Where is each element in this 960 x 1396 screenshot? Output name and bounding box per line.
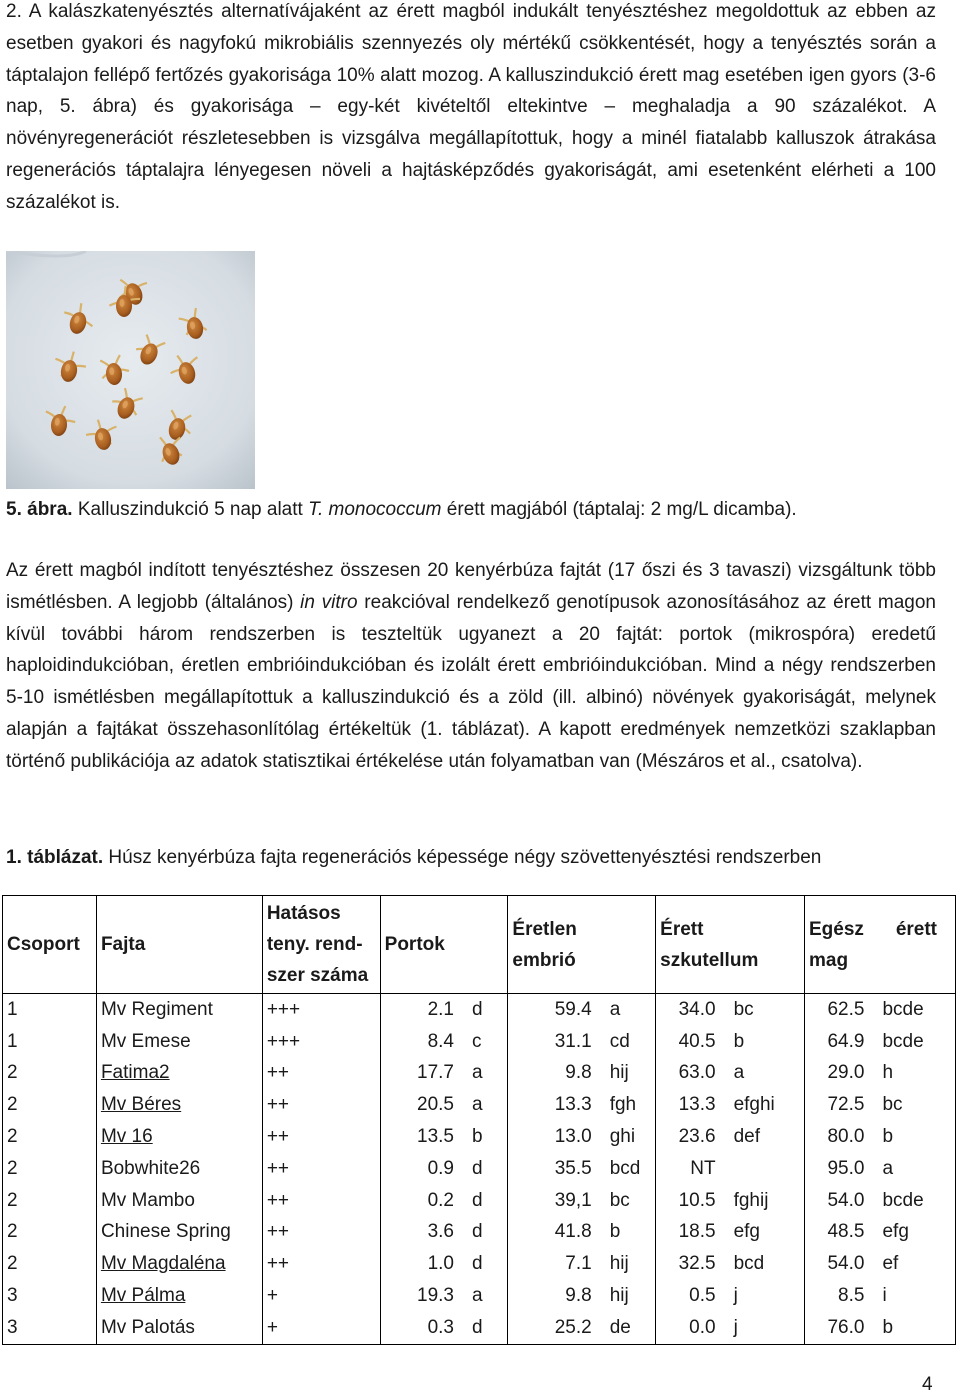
row-scutellum-letter: fghij (733, 1189, 769, 1211)
table-row (3, 1058, 956, 1090)
row-seed-value: 76.0 (805, 1312, 879, 1344)
row-scutellum-value: 18.5 (656, 1217, 730, 1249)
row-system: +++ (262, 1026, 380, 1058)
row-anther-value: 19.3 (380, 1280, 468, 1312)
paragraph-1-intro: 2. A kalászkatenyésztés alternatívájaként az érett magból indukált tenyésztéshez megoldottuk az ebben az esetben gyakori és nagyfokú mikrobiális szennyezés oly mértékű csökkentését, hogy a tenyésztés során a táptalajon fellépő fertőzés gyakorisága 10% alatt mozog. (6, 1, 936, 86)
variety-name-underlined: Mv Pálma (100, 1285, 186, 1307)
row-immature-letter: hij (609, 1285, 629, 1307)
row-group: 2 (3, 1153, 97, 1185)
row-immature-letter: bc (609, 1189, 630, 1211)
row-seed-value: 8.5 (805, 1280, 879, 1312)
row-seed-value: 80.0 (805, 1121, 879, 1153)
header-system: Hatásos teny. rend-szer száma (262, 896, 380, 994)
table-row (3, 1121, 956, 1153)
row-anther-value: 0.2 (380, 1185, 468, 1217)
paragraph-2-part-a: Az érett magból indított tenyésztéshez összesen 20 kenyérbúza fajtát (17 őszi és 3 tavaszi) vizsgáltunk több ismétlésben. A legjobb (általános) (6, 560, 936, 613)
table-row (3, 1185, 956, 1217)
row-variety: Mv Emese (96, 1026, 262, 1058)
row-seed-value: 64.9 (805, 1026, 879, 1058)
row-scutellum-value: 34.0 (656, 994, 730, 1026)
row-system: +++ (262, 994, 380, 1026)
row-seed-letter: i (882, 1285, 887, 1307)
variety-name-underlined: Mv Béres (100, 1094, 182, 1116)
row-anther-value: 8.4 (380, 1026, 468, 1058)
row-seed-letter: b (882, 1316, 894, 1338)
variety-name-underlined: Fatima2 (100, 1062, 170, 1084)
row-seed-letter: h (882, 1062, 894, 1084)
row-immature-letter: de (609, 1316, 631, 1338)
paragraph-1-body: A kalluszindukció érett mag esetében igen gyors (3-6 nap, 5. ábra) és gyakorisága – egy-két kivételtől eltekintve – meghaladja a 90 százalékot. A növényregenerációt részletesebben is vizsgálva megállapítottuk, hogy a minél fiatalabb kalluszok átrakása regenerációs táptalajra lényegesen növeli a hajtásképződés gyakoriságát, ami esetenként elérheti a 100 százalékot is. (6, 64, 936, 213)
row-seed-value: 95.0 (805, 1153, 879, 1185)
row-group: 1 (3, 994, 97, 1026)
table-row (3, 1217, 956, 1249)
row-scutellum-value: 10.5 (656, 1185, 730, 1217)
table-row (3, 1312, 956, 1344)
row-variety (96, 1248, 262, 1280)
row-seed-letter: a (882, 1157, 894, 1179)
row-system: + (262, 1312, 380, 1344)
row-scutellum-letter: efg (733, 1221, 760, 1243)
page-number: 4 (922, 1374, 933, 1395)
row-immature-value: 31.1 (508, 1026, 606, 1058)
table-row (3, 1026, 956, 1058)
row-scutellum-value: 0.0 (656, 1312, 730, 1344)
row-variety (96, 1121, 262, 1153)
row-anther-value: 0.9 (380, 1153, 468, 1185)
row-system: ++ (262, 1185, 380, 1217)
table-row (3, 1248, 956, 1280)
row-group: 2 (3, 1089, 97, 1121)
row-scutellum-value: 63.0 (656, 1058, 730, 1090)
row-seed-value: 29.0 (805, 1058, 879, 1090)
row-group: 1 (3, 1026, 97, 1058)
row-anther-letter: d (472, 1189, 483, 1211)
row-seed-value: 54.0 (805, 1248, 879, 1280)
row-variety (96, 1058, 262, 1090)
figure-5-photo (6, 251, 255, 489)
row-scutellum-value: 40.5 (656, 1026, 730, 1058)
header-anther: Portok (380, 896, 508, 994)
row-system: ++ (262, 1121, 380, 1153)
paragraph-1 (6, 0, 936, 219)
row-immature-value: 25.2 (508, 1312, 606, 1344)
row-anther-letter: a (472, 1285, 483, 1307)
row-immature-value: 9.8 (508, 1058, 606, 1090)
callus-culture-photo (6, 251, 255, 489)
table-label: 1. táblázat. (6, 847, 104, 868)
row-immature-letter: b (609, 1221, 621, 1243)
row-group: 2 (3, 1217, 97, 1249)
row-immature-value: 35.5 (508, 1153, 606, 1185)
row-seed-value: 72.5 (805, 1089, 879, 1121)
table-caption (6, 845, 821, 871)
row-scutellum-value: 32.5 (656, 1248, 730, 1280)
row-anther-letter: a (472, 1094, 483, 1116)
row-anther-letter: b (472, 1126, 483, 1148)
row-group: 3 (3, 1312, 97, 1344)
row-immature-value: 39,1 (508, 1185, 606, 1217)
header-whole-seed: Egész érett mag (805, 896, 956, 994)
row-immature-value: 41.8 (508, 1217, 606, 1249)
row-system: ++ (262, 1217, 380, 1249)
row-scutellum-letter: bcd (733, 1253, 765, 1275)
table-row (3, 1089, 956, 1121)
paragraph-2-part-b: reakcióval rendelkező genotípusok azonosításához az érett magon kívül további három rendszerben is teszteltük ugyanezt a 20 fajtát: portok (mikrospóra) eredetű haploidindukcióban, éretlen embrióindukcióban és izolált érett embrióindukcióban. Mind a négy rendszerben 5-10 ismétlésben megállapítottuk a kalluszindukció és a zöld (ill. albinó) növények gyakoriságát, melynek alapján a fajtákat összehasonlítólag értékeltük (1. táblázat). A kapott eredmények nemzetközi szaklapban történő publikációja az adatok statisztikai értékelése után folyamatban van (Mészáros et al., csatolva). (6, 591, 936, 772)
row-scutellum-letter: b (733, 1030, 745, 1052)
row-scutellum-letter (730, 1153, 805, 1185)
table-header-row (3, 896, 956, 994)
row-variety: Bobwhite26 (96, 1153, 262, 1185)
row-immature-letter: cd (609, 1030, 630, 1052)
row-system: ++ (262, 1153, 380, 1185)
row-seed-value: 48.5 (805, 1217, 879, 1249)
table-row (3, 994, 956, 1026)
row-immature-letter: a (609, 998, 621, 1020)
row-system: + (262, 1280, 380, 1312)
row-seed-letter: bcde (882, 998, 924, 1020)
row-seed-letter: bcde (882, 1189, 924, 1211)
row-anther-value: 20.5 (380, 1089, 468, 1121)
row-group: 2 (3, 1058, 97, 1090)
variety-name-underlined: Mv Magdaléna (100, 1253, 226, 1275)
row-system: ++ (262, 1089, 380, 1121)
row-immature-value: 7.1 (508, 1248, 606, 1280)
row-scutellum-letter: def (733, 1126, 760, 1148)
row-seed-value: 54.0 (805, 1185, 879, 1217)
row-seed-letter: b (882, 1126, 894, 1148)
figure-caption-text-end: érett magjából (táptalaj: 2 mg/L dicamba). (441, 499, 797, 520)
row-scutellum-letter: bc (733, 998, 754, 1020)
row-seed-letter: efg (882, 1221, 909, 1243)
row-scutellum-value: 13.3 (656, 1089, 730, 1121)
row-anther-value: 0.3 (380, 1312, 468, 1344)
header-immature-embryo: Éretlen embrió (508, 896, 656, 994)
species-name: T. monococcum (308, 499, 442, 520)
row-variety (96, 1089, 262, 1121)
figure-caption (6, 497, 797, 523)
table-row (3, 1153, 956, 1185)
row-immature-letter: bcd (609, 1157, 641, 1179)
row-anther-value: 2.1 (380, 994, 468, 1026)
variety-name-underlined: Mv 16 (100, 1126, 153, 1148)
row-group: 2 (3, 1248, 97, 1280)
row-system: ++ (262, 1248, 380, 1280)
row-seed-letter: bcde (882, 1030, 924, 1052)
row-anther-value: 3.6 (380, 1217, 468, 1249)
row-variety: Mv Mambo (96, 1185, 262, 1217)
row-immature-letter: hij (609, 1062, 629, 1084)
row-anther-letter: d (472, 1316, 483, 1338)
header-mature-scutellum: Érett szkutellum (656, 896, 805, 994)
row-immature-value: 9.8 (508, 1280, 606, 1312)
row-scutellum-letter: j (733, 1316, 738, 1338)
row-anther-letter: d (472, 1157, 483, 1179)
row-variety (96, 1280, 262, 1312)
row-anther-letter: d (472, 1221, 483, 1243)
row-scutellum-letter: efghi (733, 1094, 775, 1116)
row-immature-value: 13.0 (508, 1121, 606, 1153)
row-anther-value: 13.5 (380, 1121, 468, 1153)
header-variety: Fajta (96, 896, 262, 994)
table-caption-text: Húsz kenyérbúza fajta regenerációs képessége négy szövettenyésztési rendszerben (103, 847, 822, 868)
row-variety: Mv Regiment (96, 994, 262, 1026)
row-anther-letter: c (472, 1030, 482, 1052)
in-vitro-term: in vitro (300, 591, 358, 613)
row-immature-letter: fgh (609, 1094, 637, 1116)
row-scutellum-value: 23.6 (656, 1121, 730, 1153)
row-seed-value: 62.5 (805, 994, 879, 1026)
row-immature-letter: hij (609, 1253, 629, 1275)
regeneration-table (2, 895, 956, 1345)
row-scutellum-letter: a (733, 1062, 745, 1084)
paragraph-2 (6, 555, 936, 778)
row-immature-value: 59.4 (508, 994, 606, 1026)
row-anther-letter: d (472, 998, 483, 1020)
row-group: 3 (3, 1280, 97, 1312)
row-immature-value: 13.3 (508, 1089, 606, 1121)
row-seed-letter: bc (882, 1094, 903, 1116)
row-variety: Chinese Spring (96, 1217, 262, 1249)
row-group: 2 (3, 1121, 97, 1153)
header-group: Csoport (3, 896, 97, 994)
row-anther-letter: a (472, 1062, 483, 1084)
figure-caption-text: Kalluszindukció 5 nap alatt (72, 499, 309, 520)
figure-label: 5. ábra. (6, 499, 73, 520)
row-scutellum-value: NT (656, 1153, 730, 1185)
table-row (3, 1280, 956, 1312)
row-variety: Mv Palotás (96, 1312, 262, 1344)
row-scutellum-value: 0.5 (656, 1280, 730, 1312)
row-immature-letter: ghi (609, 1126, 636, 1148)
row-scutellum-letter: j (733, 1285, 738, 1307)
row-anther-letter: d (472, 1253, 483, 1275)
row-anther-value: 1.0 (380, 1248, 468, 1280)
row-system: ++ (262, 1058, 380, 1090)
row-seed-letter: ef (882, 1253, 899, 1275)
row-anther-value: 17.7 (380, 1058, 468, 1090)
row-group: 2 (3, 1185, 97, 1217)
